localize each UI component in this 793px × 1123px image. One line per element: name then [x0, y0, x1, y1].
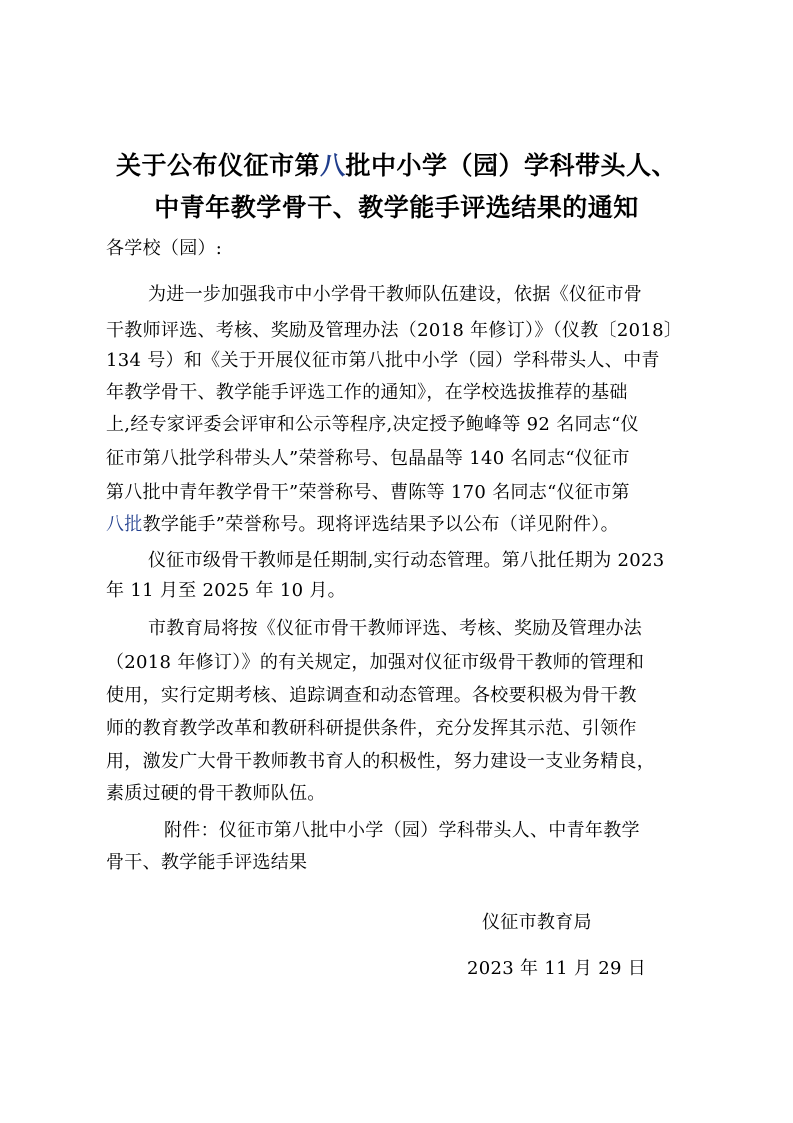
paragraph-3-line: 市教育局将按《仪征市骨干教师评选、考核、奖励及管理办法 — [148, 618, 643, 639]
salutation: 各学校（园）: — [106, 238, 223, 259]
paragraph-1-line: 为进一步加强我市中小学骨干教师队伍建设，依据《仪征市骨 — [148, 284, 643, 305]
paragraph-1-line: 134 号）和《关于开展仪征市第八批中小学（园）学科带头人、中青 — [106, 350, 660, 371]
paragraph-1-line: 征市第八批学科带头人”荣誉称号、包晶晶等 140 名同志“仪征市 — [106, 448, 630, 469]
paragraph-3-line: 用，激发广大骨干教师教书育人的积极性，努力建设一支业务精良， — [106, 751, 655, 772]
paragraph-3-line: 师的教育教学改革和教研科研提供条件，充分发挥其示范、引领作 — [106, 718, 637, 739]
document-title-line-1: 关于公布仪征市第八批中小学（园）学科带头人、 — [115, 151, 678, 180]
paragraph-1-line: 第八批中青年教学骨干”荣誉称号、曹陈等 170 名同志“仪征市第 — [106, 482, 630, 503]
date: 2023 年 11 月 29 日 — [467, 958, 647, 979]
highlight-text: 八批 — [106, 514, 143, 535]
attachment-line: 骨干、教学能手评选结果 — [106, 852, 308, 873]
title-highlight: 八 — [319, 151, 346, 180]
paragraph-1-line-last: 八批教学能手”荣誉称号。现将评选结果予以公布（详见附件）。 — [106, 514, 619, 535]
paragraph-1-line: 年教学骨干、教学能手评选工作的通知》，在学校选拔推荐的基础 — [106, 382, 628, 403]
document-title-line-2: 中青年教学骨干、教学能手评选结果的通知 — [154, 193, 639, 222]
paragraph-3-line: 使用，实行定期考核、追踪调查和动态管理。各校要积极为骨干教 — [106, 685, 637, 706]
attachment-line: 附件：仪征市第八批中小学（园）学科带头人、中青年教学 — [164, 820, 640, 841]
paragraph-3-line: 素质过硬的骨干教师队伍。 — [106, 783, 326, 804]
signature: 仪征市教育局 — [482, 912, 592, 933]
paragraph-2-line: 仪征市级骨干教师是任期制,实行动态管理。第八批任期为 2023 — [148, 550, 665, 571]
paragraph-1-line: 干教师评选、考核、奖励及管理办法（2018 年修订）》（仪教〔2018〕 — [106, 320, 683, 341]
paragraph-3-line: （2018 年修订）》的有关规定，加强对仪征市级骨干教师的管理和 — [106, 652, 645, 673]
paragraph-2-line: 年 11 月至 2025 年 10 月。 — [106, 580, 346, 601]
paragraph-1-line: 上,经专家评委会评审和公示等程序,决定授予鲍峰等 92 名同志“仪 — [106, 414, 639, 435]
